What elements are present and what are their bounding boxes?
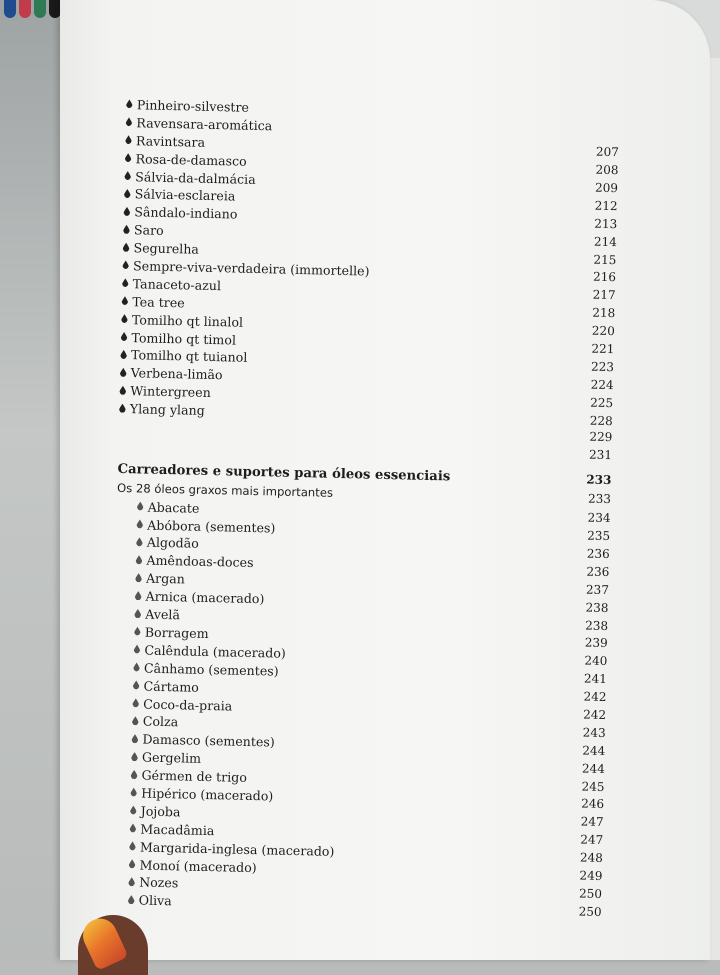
- toc-page-number: 238: [585, 618, 609, 633]
- background-dot: [34, 0, 46, 18]
- droplet-icon: [125, 135, 132, 144]
- toc-page-number: 234: [587, 510, 611, 526]
- toc-page-number: 233: [587, 491, 612, 506]
- toc-entry-text: Gérmen de trigo: [141, 767, 248, 785]
- toc-page-number: 215: [593, 252, 617, 267]
- toc-entry-label: [116, 533, 199, 553]
- toc-entry-text: Cártamo: [143, 678, 200, 695]
- toc-page-number: 208: [595, 162, 619, 178]
- toc-page-number: 223: [590, 359, 615, 375]
- toc-entry-text: Coco-da-praia: [143, 696, 233, 714]
- droplet-icon: [129, 841, 136, 850]
- droplet-icon: [121, 296, 128, 305]
- droplet-icon: [122, 260, 129, 269]
- toc-page-number: 243: [582, 725, 606, 740]
- droplet-icon: [130, 806, 137, 815]
- toc-entry-text: Segurelha: [133, 240, 200, 257]
- toc-page-number: 212: [594, 198, 618, 214]
- toc-entry-label: [112, 712, 179, 731]
- toc-page-number: 228: [589, 413, 613, 428]
- droplet-icon: [124, 171, 131, 180]
- toc-entry-label: [111, 748, 201, 768]
- toc-page-number: 231: [588, 447, 613, 463]
- toc-entry-label: [109, 820, 214, 840]
- droplet-icon: [131, 770, 138, 779]
- toc-entry-text: Gergelim: [141, 749, 202, 767]
- toc-entry-text: Ravintsara: [135, 133, 206, 150]
- toc-entry-text: Tomilho qt tuianol: [130, 347, 248, 366]
- toc-page-number: 225: [590, 395, 614, 410]
- toc-entry-text: Tea tree: [132, 293, 185, 311]
- toc-entry-text: Tomilho qt linalol: [131, 311, 244, 330]
- toc-entry-text: Cânhamo (sementes): [143, 660, 279, 679]
- toc-entry-label: [123, 221, 164, 240]
- droplet-icon: [128, 877, 135, 886]
- toc-entry-label: [125, 132, 205, 152]
- toc-page-number: 235: [587, 528, 611, 544]
- droplet-icon: [120, 350, 127, 359]
- toc-entry-text: Jojoba: [140, 803, 181, 820]
- toc-page-number: 221: [591, 341, 615, 357]
- droplet-icon: [128, 859, 135, 868]
- toc-page-number: 236: [586, 546, 610, 562]
- toc-entry-text: Pinheiro-silvestre: [136, 97, 250, 115]
- toc-page-number: 240: [584, 653, 608, 669]
- toc-page-number: 214: [593, 234, 617, 249]
- toc-entry-text: Algodão: [146, 535, 199, 552]
- toc-entry-label: [119, 382, 211, 402]
- toc-page-number: 217: [592, 288, 616, 303]
- droplet-icon: [121, 314, 128, 323]
- toc-entry-text: Sândalo-indiano: [134, 204, 238, 222]
- toc-entry-label: [114, 605, 180, 624]
- toc-entry-text: Abacate: [147, 499, 200, 516]
- toc-entry-text: Nozes: [138, 874, 179, 891]
- toc-page-number: [619, 139, 645, 140]
- droplet-icon: [125, 117, 132, 126]
- toc-page-number: 250: [578, 886, 603, 901]
- droplet-icon: [132, 716, 139, 725]
- toc-entry-text: Abóbora (sementes): [147, 517, 276, 536]
- toc-page-number: 244: [582, 743, 606, 758]
- droplet-icon: [136, 519, 143, 528]
- toc-entry-text: Macadâmia: [140, 821, 215, 838]
- toc-entry-text: Verbena-limão: [130, 365, 223, 383]
- toc-entry-text: Os 28 óleos graxos mais importantes: [116, 480, 334, 500]
- toc-page-number: 249: [579, 868, 603, 883]
- droplet-icon: [135, 555, 142, 564]
- toc-entry-text: Arnica (macerado): [145, 588, 265, 607]
- droplet-icon: [133, 645, 140, 654]
- toc-entry-label: [108, 873, 179, 892]
- droplet-icon: [123, 207, 130, 216]
- droplet-icon: [136, 537, 143, 546]
- toc-page-number: 242: [583, 707, 607, 723]
- droplet-icon: [134, 609, 141, 618]
- toc-page-number: 246: [580, 796, 605, 812]
- background-dot: [19, 0, 31, 18]
- toc-entry-text: Rosa-de-damasco: [135, 150, 247, 169]
- toc-page-number: 213: [594, 216, 618, 231]
- droplet-icon: [132, 698, 139, 707]
- droplet-icon: [120, 368, 127, 377]
- toc-page-number: 229: [589, 429, 613, 445]
- toc-page-number: 218: [592, 305, 616, 321]
- toc-entry-label: [119, 400, 205, 420]
- toc-entry-text: Calêndula (macerado): [144, 642, 286, 661]
- toc-page-number: [620, 121, 646, 122]
- droplet-icon: [137, 502, 144, 511]
- toc-entry-label: [115, 569, 185, 588]
- toc-entry-label: [121, 293, 185, 312]
- toc-page-number: 236: [586, 564, 610, 579]
- toc-page-number: 209: [594, 180, 619, 196]
- toc-entry-text: Tomilho qt timol: [131, 329, 237, 348]
- toc-page-number: 207: [595, 144, 620, 160]
- toc-page-number: 247: [580, 832, 604, 848]
- droplet-icon: [133, 662, 140, 671]
- droplet-icon: [126, 99, 133, 108]
- toc-entry-text: Monoí (macerado): [139, 857, 257, 875]
- toc-page-number: 216: [592, 270, 617, 285]
- droplet-icon: [134, 627, 141, 636]
- droplet-icon: [131, 752, 138, 761]
- droplet-icon: [119, 386, 126, 395]
- toc-page-number: 248: [579, 850, 603, 866]
- toc-entry-label: [122, 239, 199, 259]
- toc-entry-label: [112, 676, 199, 696]
- droplet-icon: [122, 243, 129, 252]
- toc-entry-text: Ravensara-aromática: [136, 115, 273, 134]
- toc-entry-text: Sempre-viva-verdadeira (immortelle): [132, 258, 370, 279]
- droplet-icon: [135, 573, 142, 582]
- toc-entry-text: Borragem: [144, 624, 209, 641]
- toc-entry-text: Saro: [133, 222, 164, 239]
- toc-entry-text: Damasco (sementes): [142, 731, 275, 750]
- toc-page-number: 250: [578, 904, 602, 919]
- droplet-icon: [122, 278, 129, 287]
- droplet-icon: [120, 332, 127, 341]
- toc-page-number: 247: [580, 814, 604, 830]
- toc-entry-text: Colza: [142, 713, 179, 730]
- toc-entry-label: [116, 498, 199, 518]
- toc-entry-text: Argan: [145, 570, 186, 587]
- droplet-icon: [135, 591, 142, 600]
- toc-page-number: 241: [583, 671, 608, 687]
- toc-entry-text: Amêndoas-doces: [146, 552, 254, 571]
- droplet-icon: [124, 153, 131, 162]
- toc-page-number: 245: [581, 779, 605, 794]
- toc-page-number: 239: [584, 635, 608, 651]
- toc-entry-label: [114, 623, 209, 643]
- toc-entry-text: Ylang ylang: [129, 401, 205, 419]
- toc-page-number: 233: [586, 472, 612, 487]
- droplet-icon: [128, 895, 135, 904]
- toc-entry-text: Wintergreen: [130, 383, 211, 401]
- toc-page-number: 220: [591, 323, 615, 339]
- toc-entry-label: [108, 891, 172, 910]
- toc-entry-label: [110, 802, 181, 822]
- toc-entry-text: Margarida-inglesa (macerado): [139, 839, 335, 859]
- toc-entry-label: [122, 275, 222, 295]
- toc-page-number: 242: [583, 689, 607, 705]
- toc-page-number: 238: [585, 600, 609, 615]
- toc-entry-text: Carreadores e suportes para óleos essenciais: [117, 461, 451, 485]
- droplet-icon: [123, 225, 130, 234]
- droplet-icon: [131, 734, 138, 743]
- toc-page-number: 237: [585, 582, 610, 597]
- toc-page-number: 224: [590, 377, 614, 392]
- toc-entry-text: Hipérico (macerado): [141, 785, 274, 804]
- toc-entry-text: Avelã: [145, 606, 181, 623]
- toc-entry-text: Oliva: [138, 892, 172, 909]
- toc-entry-label: [120, 364, 223, 384]
- toc-entry-text: Sálvia-esclareia: [134, 186, 236, 204]
- table-of-contents: [108, 96, 646, 921]
- toc-entry-text: Tanaceto-azul: [132, 276, 222, 294]
- droplet-icon: [129, 823, 136, 832]
- toc-page-number: 244: [581, 761, 606, 776]
- droplet-icon: [130, 788, 137, 797]
- droplet-icon: [133, 680, 140, 689]
- droplet-icon: [124, 189, 131, 198]
- background-dot: [4, 0, 16, 18]
- toc-entry-text: Sálvia-da-dalmácia: [135, 168, 256, 187]
- droplet-icon: [119, 404, 126, 413]
